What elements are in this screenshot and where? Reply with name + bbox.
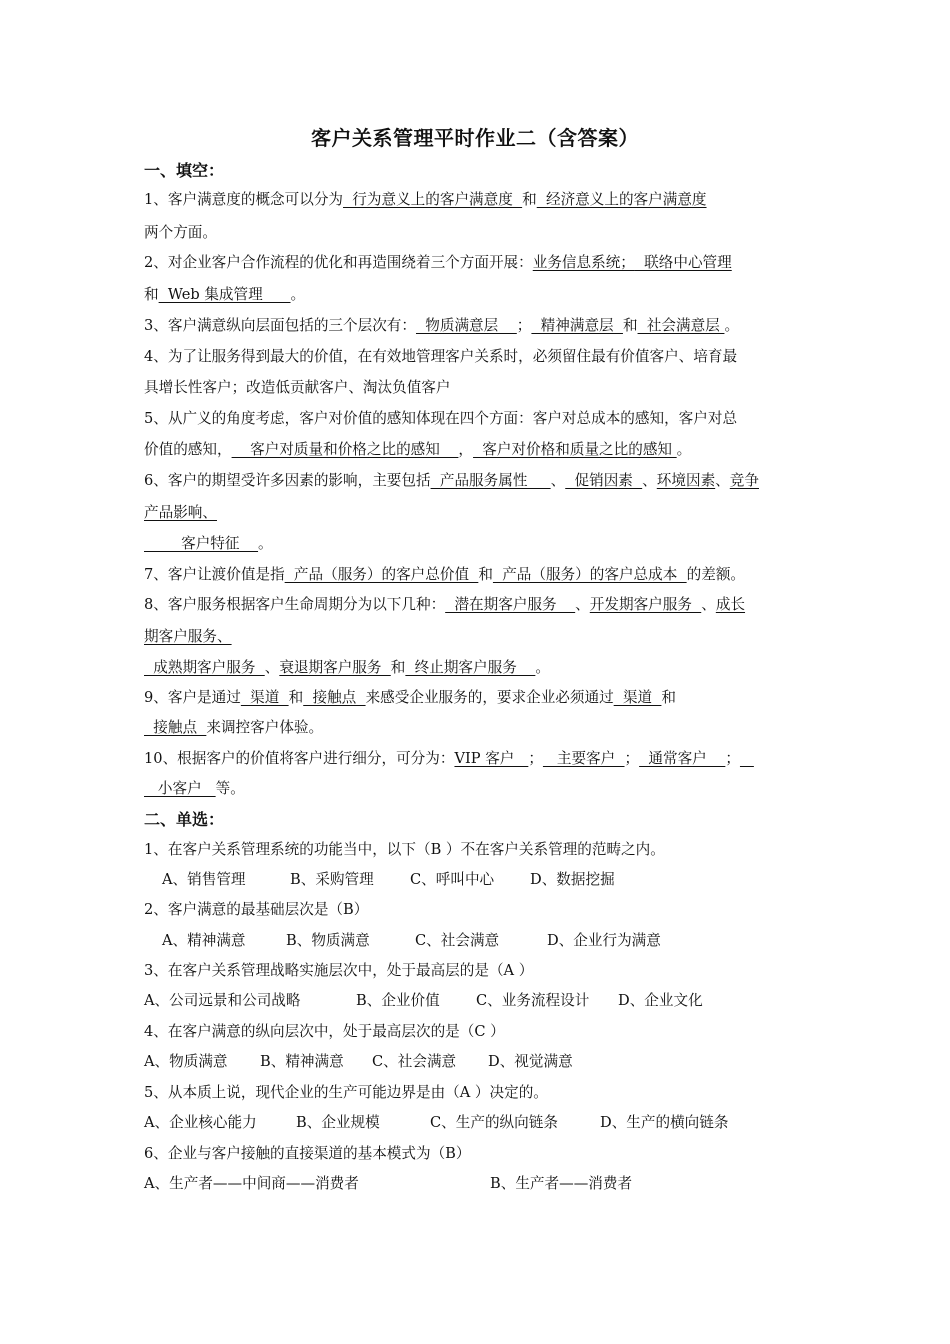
answer-blank: 行为意义上的客户满意度 bbox=[343, 191, 523, 208]
text: 3、客户满意纵向层面包括的三个层次有： bbox=[144, 317, 416, 334]
answer-blank: 精神满意层 bbox=[531, 317, 623, 334]
fill-q9-line1 bbox=[144, 686, 676, 707]
text: 、 bbox=[550, 472, 566, 489]
text: 具增长性客户；改造低贡献客户、淘汰负值客户 bbox=[144, 379, 451, 396]
fill-q1-line2 bbox=[144, 221, 217, 242]
text: 1、客户满意度的概念可以分为 bbox=[144, 191, 344, 208]
text: 。 bbox=[724, 317, 740, 334]
fill-q8-line3 bbox=[144, 656, 550, 677]
fill-q7-line1 bbox=[144, 563, 745, 584]
answer-blank: 潜在期客户服务 bbox=[445, 596, 576, 613]
text: 来感受企业服务的，要求企业必须通过 bbox=[365, 689, 614, 706]
single-q4-stem: 4、在客户满意的纵向层次中，处于最高层次的是（C ） bbox=[144, 1023, 505, 1040]
text: 和 bbox=[288, 689, 304, 706]
text: 、 bbox=[701, 596, 716, 613]
fill-q5-line1 bbox=[144, 407, 737, 428]
text: ； bbox=[528, 750, 543, 767]
answer-blank: 接触点 bbox=[144, 719, 207, 736]
text: 和 bbox=[661, 689, 677, 706]
option-d: D、企业行为满意 bbox=[547, 932, 661, 949]
fill-q8-line1 bbox=[144, 593, 745, 614]
text: 的差额。 bbox=[686, 566, 746, 583]
section-heading-fill: 一、填空： bbox=[144, 161, 225, 180]
option-a: A、物质满意 bbox=[144, 1053, 228, 1070]
text: 、 bbox=[575, 596, 590, 613]
text: 和 bbox=[522, 191, 537, 208]
option-a: A、生产者——中间商——消费者 bbox=[144, 1175, 359, 1192]
answer-blank: 成熟期客户服务 bbox=[144, 659, 265, 676]
answer-blank: 成长 bbox=[715, 596, 746, 613]
answer-blank bbox=[740, 750, 754, 767]
text: 5、从广义的角度考虑，客户对价值的感知体现在四个方面：客户对总成本的感知，客户对总 bbox=[144, 410, 738, 427]
option-c: C、呼叫中心 bbox=[410, 871, 495, 888]
option-d: D、数据挖掘 bbox=[530, 871, 615, 888]
text: 10、根据客户的价值将客户进行细分，可分为： bbox=[144, 750, 455, 767]
single-q3-options bbox=[144, 989, 703, 1010]
answer-blank: 渠道 bbox=[240, 689, 289, 706]
text: 。 bbox=[258, 535, 273, 552]
fill-q9-line2 bbox=[144, 716, 323, 737]
single-q2-options bbox=[162, 929, 661, 950]
fill-q8-line2 bbox=[144, 625, 232, 646]
answer-blank: 经济意义上的客户满意度 bbox=[536, 191, 707, 208]
text: ， bbox=[458, 441, 474, 458]
text: 6、客户的期望受许多因素的影响，主要包括 bbox=[144, 472, 431, 489]
answer-blank: 产品（服务）的客户总价值 bbox=[284, 566, 479, 583]
answer-blank: 产品影响、 bbox=[144, 504, 217, 521]
answer-blank: 接触点 bbox=[303, 689, 366, 706]
text: 4、为了让服务得到最大的价值，在有效地管理客户关系时，必须留住最有价值客户、培育最 bbox=[144, 348, 738, 365]
fill-q10-line1 bbox=[144, 747, 754, 768]
option-a: A、企业核心能力 bbox=[144, 1114, 257, 1131]
answer-blank: 促销因素 bbox=[565, 472, 643, 489]
answer-blank: 通常客户 bbox=[639, 750, 726, 767]
answer-blank: 联络中心管理 bbox=[634, 254, 732, 271]
option-b: B、采购管理 bbox=[290, 871, 374, 888]
fill-q6-line2 bbox=[144, 501, 217, 522]
option-b: B、企业规模 bbox=[296, 1114, 380, 1131]
text: 7、客户让渡价值是指 bbox=[144, 566, 285, 583]
text: 和 bbox=[478, 566, 493, 583]
text: 。 bbox=[290, 286, 306, 303]
answer-blank: 物质满意层 bbox=[415, 317, 517, 334]
single-q6-stem: 6、企业与客户接触的直接渠道的基本模式为（B） bbox=[144, 1145, 471, 1162]
answer-blank: 客户特征 bbox=[144, 535, 259, 552]
text: ； bbox=[725, 750, 740, 767]
fill-q6-line1 bbox=[144, 469, 759, 490]
text: 8、客户服务根据客户生命周期分为以下几种： bbox=[144, 596, 446, 613]
text: 两个方面。 bbox=[144, 224, 217, 241]
answer-blank: 渠道 bbox=[613, 689, 662, 706]
single-q1-options bbox=[162, 868, 615, 889]
fill-q10-line2 bbox=[144, 777, 245, 798]
option-d: D、生产的横向链条 bbox=[600, 1114, 729, 1131]
option-d: D、企业文化 bbox=[618, 992, 703, 1009]
single-q2-stem: 2、客户满意的最基础层次是（B） bbox=[144, 901, 369, 918]
answer-blank: 终止期客户服务 bbox=[405, 659, 536, 676]
answer-blank: 竞争 bbox=[729, 472, 759, 489]
answer-blank: 期客户服务、 bbox=[144, 628, 232, 645]
fill-q1-line1 bbox=[144, 188, 707, 209]
option-a: A、精神满意 bbox=[162, 932, 246, 949]
fill-q2-line1 bbox=[144, 251, 732, 272]
fill-q4-line1 bbox=[144, 345, 737, 366]
option-b: B、企业价值 bbox=[356, 992, 440, 1009]
text: 等。 bbox=[215, 780, 245, 797]
text: ； bbox=[624, 750, 640, 767]
option-d: D、视觉满意 bbox=[488, 1053, 573, 1070]
answer-blank: 开发期客户服务 bbox=[589, 596, 702, 613]
text: 和 bbox=[622, 317, 638, 334]
option-c: C、业务流程设计 bbox=[476, 992, 590, 1009]
answer-blank: 社会满意层 bbox=[637, 317, 725, 334]
answer-blank: 客户对质量和价格之比的感知 bbox=[231, 441, 459, 458]
single-q6-options bbox=[144, 1172, 632, 1193]
text: 和 bbox=[144, 286, 159, 303]
single-q5-stem: 5、从本质上说，现代企业的生产可能边界是由（A ）决定的。 bbox=[144, 1084, 548, 1101]
answer-blank: 产品（服务）的客户总成本 bbox=[492, 566, 687, 583]
single-q4-options bbox=[144, 1050, 573, 1071]
fill-q3-line1 bbox=[144, 314, 739, 335]
option-c: C、生产的纵向链条 bbox=[430, 1114, 558, 1131]
text: ； bbox=[516, 317, 532, 334]
text: 9、客户是通过 bbox=[144, 689, 241, 706]
option-c: C、社会满意 bbox=[372, 1053, 457, 1070]
answer-blank: VIP 客户 bbox=[454, 750, 529, 767]
answer-blank: 业务信息系统； bbox=[532, 254, 635, 271]
text: 、 bbox=[642, 472, 657, 489]
single-q5-options bbox=[144, 1111, 728, 1132]
text: 来调控客户体验。 bbox=[206, 719, 324, 736]
text: 。 bbox=[535, 659, 550, 676]
text: 和 bbox=[390, 659, 406, 676]
text: 2、对企业客户合作流程的优化和再造围绕着三个方面开展： bbox=[144, 254, 533, 271]
single-q1-stem: 1、在客户关系管理系统的功能当中，以下（B ）不在客户关系管理的范畴之内。 bbox=[144, 841, 665, 858]
text: 、 bbox=[264, 659, 280, 676]
answer-blank: 客户对价格和质量之比的感知 bbox=[473, 441, 677, 458]
option-a: A、销售管理 bbox=[162, 871, 246, 888]
fill-q6-line3 bbox=[144, 532, 273, 553]
fill-q5-line2 bbox=[144, 438, 691, 459]
answer-blank: 小客户 bbox=[144, 780, 216, 797]
page-title: 客户关系管理平时作业二（含答案） bbox=[311, 126, 639, 150]
answer-blank: 主要客户 bbox=[542, 750, 625, 767]
answer-blank: 衰退期客户服务 bbox=[279, 659, 391, 676]
option-b: B、物质满意 bbox=[286, 932, 370, 949]
answer-blank: Web 集成管理 bbox=[158, 286, 291, 303]
single-q3-stem: 3、在客户关系管理战略实施层次中，处于最高层的是（A ） bbox=[144, 962, 534, 979]
option-b: B、生产者——消费者 bbox=[490, 1175, 633, 1192]
fill-q4-line2 bbox=[144, 376, 450, 397]
option-a: A、公司远景和公司战略 bbox=[144, 992, 301, 1009]
answer-blank: 环境因素 bbox=[656, 472, 716, 489]
option-b: B、精神满意 bbox=[260, 1053, 344, 1070]
answer-blank: 产品服务属性 bbox=[430, 472, 551, 489]
fill-q2-line2 bbox=[144, 283, 305, 304]
text: 、 bbox=[715, 472, 730, 489]
text: 。 bbox=[676, 441, 692, 458]
option-c: C、社会满意 bbox=[415, 932, 500, 949]
text: 价值的感知， bbox=[144, 441, 232, 458]
section-heading-single: 二、单选： bbox=[144, 810, 225, 829]
